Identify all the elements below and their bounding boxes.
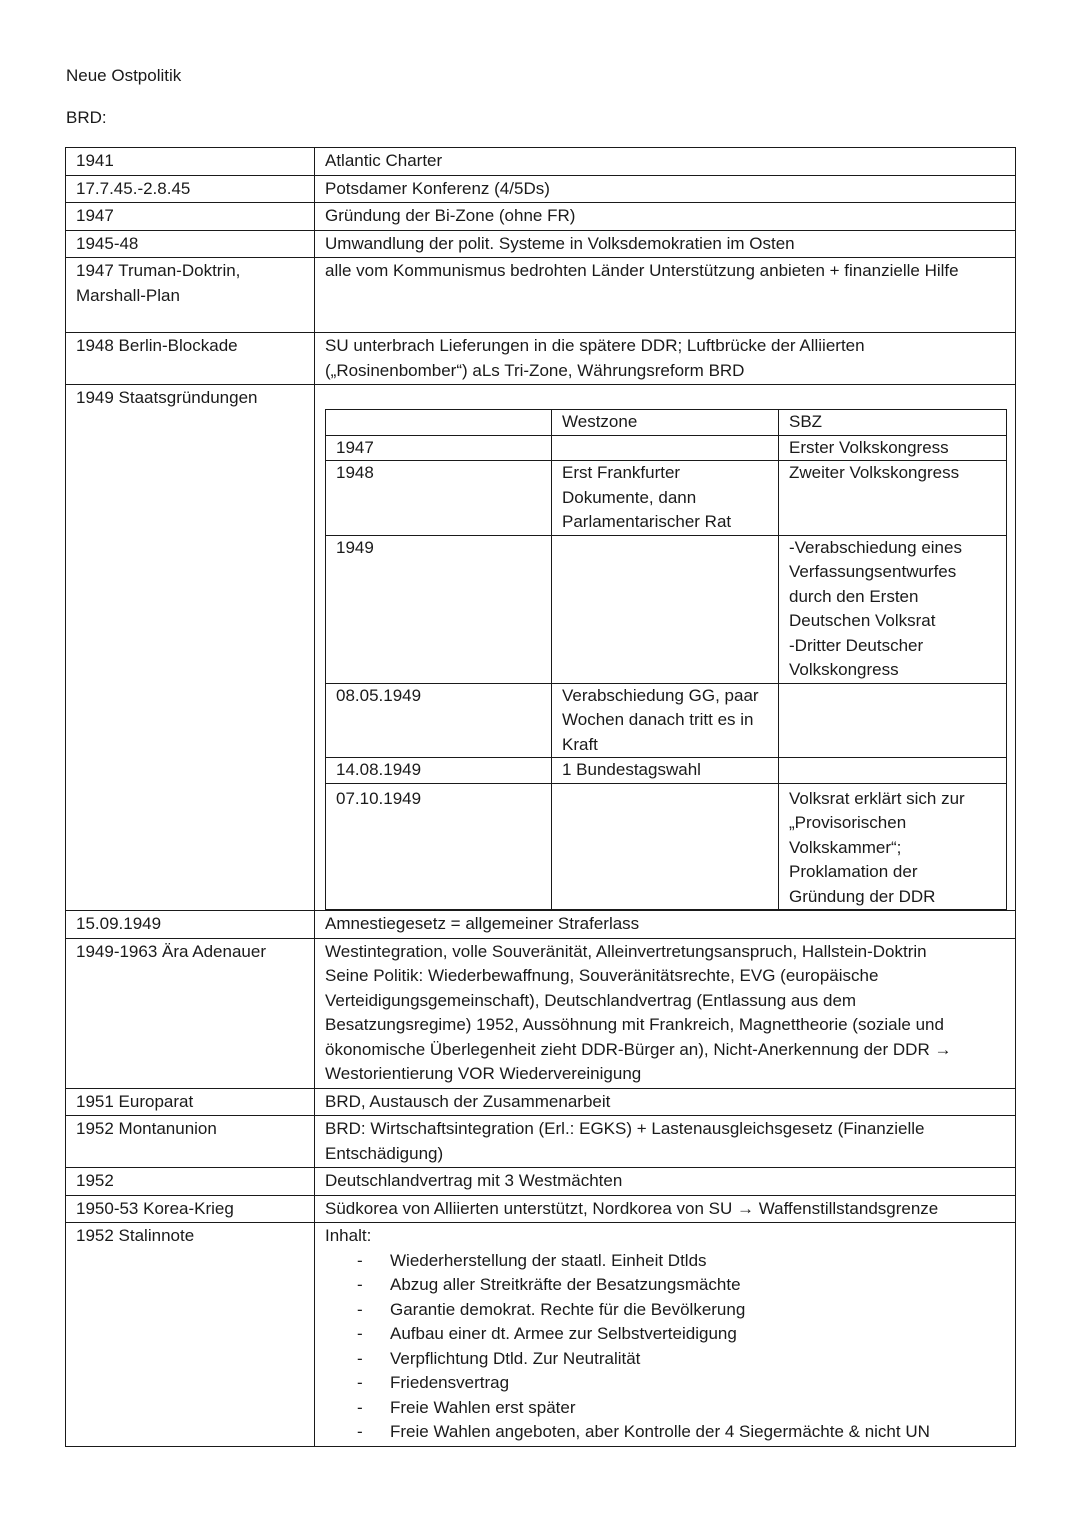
date-cell: 1949-1963 Ära Adenauer bbox=[66, 938, 315, 1088]
event-cell: Gründung der Bi-Zone (ohne FR) bbox=[315, 203, 1016, 231]
list-item-text: Verpflichtung Dtld. Zur Neutralität bbox=[390, 1348, 641, 1368]
list-item-text: Freie Wahlen angeboten, aber Kontrolle der 4 Siegermächte & nicht UN bbox=[390, 1422, 930, 1441]
founding-west bbox=[552, 435, 779, 461]
founding-year: 14.08.1949 bbox=[326, 758, 552, 784]
event-cell bbox=[315, 1223, 1016, 1447]
list-intro: Inhalt: bbox=[325, 1226, 372, 1245]
timeline-table bbox=[65, 147, 1016, 1447]
list-item bbox=[325, 1298, 1006, 1323]
table-row bbox=[66, 230, 1016, 258]
founding-year: 1949 bbox=[326, 535, 552, 683]
list-item bbox=[325, 1396, 1006, 1421]
list-item-text: Freie Wahlen erst später bbox=[390, 1397, 576, 1417]
founding-west bbox=[552, 783, 779, 910]
bullet-marker: - bbox=[357, 1348, 363, 1368]
founding-west: Erst Frankfurter Dokumente, dann Parlamentarischer Rat bbox=[552, 461, 779, 536]
list-item bbox=[325, 1347, 1006, 1372]
bullet-marker: - bbox=[357, 1324, 363, 1343]
date-cell: 1952 Stalinnote bbox=[66, 1223, 315, 1447]
founding-row bbox=[326, 783, 1007, 910]
event-line: Westintegration, volle Souveränität, Alleinvertretungsanspruch, Hallstein-Doktrin bbox=[325, 941, 927, 961]
table-row bbox=[66, 1223, 1016, 1447]
list-item-text: Aufbau einer dt. Armee zur Selbstverteidigung bbox=[390, 1324, 737, 1343]
founding-header-year bbox=[326, 410, 552, 436]
founding-header-row bbox=[326, 410, 1007, 436]
list-item bbox=[325, 1371, 1006, 1396]
event-cell: Südkorea von Alliierten unterstützt, Nordkorea von SU → Waffenstillstandsgrenze bbox=[315, 1195, 1016, 1223]
section-label: BRD: bbox=[66, 108, 107, 127]
sbz-line: -Dritter Deutscher Volkskongress bbox=[789, 635, 924, 679]
founding-row bbox=[326, 535, 1007, 683]
founding-year: 1948 bbox=[326, 461, 552, 536]
table-row bbox=[66, 385, 1016, 911]
founding-sbz bbox=[779, 683, 1007, 758]
founding-year: 1947 bbox=[326, 435, 552, 461]
event-cell: Atlantic Charter bbox=[315, 148, 1016, 176]
founding-row bbox=[326, 683, 1007, 758]
table-row bbox=[66, 938, 1016, 1088]
date-cell: 1952 Montanunion bbox=[66, 1116, 315, 1168]
founding-row bbox=[326, 758, 1007, 784]
table-row bbox=[66, 203, 1016, 231]
event-cell: SU unterbrach Lieferungen in die spätere DDR; Luftbrücke der Alliierten („Rosinenbomber“) aLs Tri-Zone, Währungsreform BRD bbox=[315, 333, 1016, 385]
date-cell: 1948 Berlin-Blockade bbox=[66, 333, 315, 385]
founding-sbz: Zweiter Volkskongress bbox=[779, 461, 1007, 536]
bullet-marker: - bbox=[357, 1397, 363, 1417]
list-item bbox=[325, 1273, 1006, 1298]
event-cell: Amnestiegesetz = allgemeiner Straferlass bbox=[315, 911, 1016, 939]
list-item-text: Abzug aller Streitkräfte der Besatzungsmächte bbox=[390, 1275, 741, 1294]
date-cell: 1945-48 bbox=[66, 230, 315, 258]
founding-cell bbox=[315, 385, 1016, 911]
event-cell: Umwandlung der polit. Systeme in Volksdemokratien im Osten bbox=[315, 230, 1016, 258]
founding-row bbox=[326, 435, 1007, 461]
founding-west bbox=[552, 535, 779, 683]
page-title: Neue Ostpolitik bbox=[66, 66, 182, 85]
event-cell bbox=[315, 938, 1016, 1088]
date-cell: 1947 bbox=[66, 203, 315, 231]
founding-year: 08.05.1949 bbox=[326, 683, 552, 758]
date-cell: 1950-53 Korea-Krieg bbox=[66, 1195, 315, 1223]
founding-table bbox=[325, 409, 1007, 910]
founding-row bbox=[326, 461, 1007, 536]
founding-sbz: Volksrat erklärt sich zur „Provisorischen Volkskammer“; Proklamation der Gründung der DDR bbox=[779, 783, 1007, 910]
table-row bbox=[66, 1088, 1016, 1116]
bullet-marker: - bbox=[357, 1299, 363, 1319]
stalin-note-list bbox=[325, 1249, 1006, 1445]
list-item-text: Garantie demokrat. Rechte für die Bevölkerung bbox=[390, 1299, 746, 1319]
founding-year: 07.10.1949 bbox=[326, 783, 552, 910]
event-line: Seine Politik: Wiederbewaffnung, Souveränitätsrechte, EVG (europäische Verteidigungsgemeinschaft), Deutschlandvertrag (Entlassung aus dem Besatzungsregime) 1952, Aussöhnung mit Frankreich, Magnettheorie (soziale und ökonomische Überlegenheit zieht DDR-Bürger an), Nicht-Anerkennung der DDR → Westorientierung VOR Wiedervereinigung bbox=[325, 966, 952, 1083]
date-cell: 1951 Europarat bbox=[66, 1088, 315, 1116]
table-row bbox=[66, 175, 1016, 203]
list-item-text: Wiederherstellung der staatl. Einheit Dtlds bbox=[390, 1250, 707, 1270]
founding-sbz: Erster Volkskongress bbox=[779, 435, 1007, 461]
bullet-marker: - bbox=[357, 1275, 363, 1294]
founding-west: 1 Bundestagswahl bbox=[552, 758, 779, 784]
date-cell: 15.09.1949 bbox=[66, 911, 315, 939]
date-cell: 1947 Truman-Doktrin, Marshall-Plan bbox=[66, 258, 315, 333]
table-row bbox=[66, 1168, 1016, 1196]
date-cell: 17.7.45.-2.8.45 bbox=[66, 175, 315, 203]
event-cell: alle vom Kommunismus bedrohten Länder Unterstützung anbieten + finanzielle Hilfe bbox=[315, 258, 1016, 333]
table-row bbox=[66, 258, 1016, 333]
founding-header-sbz: SBZ bbox=[779, 410, 1007, 436]
founding-sbz bbox=[779, 758, 1007, 784]
bullet-marker: - bbox=[357, 1250, 363, 1270]
list-item bbox=[325, 1322, 1006, 1347]
list-item bbox=[325, 1249, 1006, 1274]
event-cell: Potsdamer Konferenz (4/5Ds) bbox=[315, 175, 1016, 203]
date-cell: 1941 bbox=[66, 148, 315, 176]
table-row bbox=[66, 1195, 1016, 1223]
event-cell: BRD, Austausch der Zusammenarbeit bbox=[315, 1088, 1016, 1116]
event-cell: Deutschlandvertrag mit 3 Westmächten bbox=[315, 1168, 1016, 1196]
bullet-marker: - bbox=[357, 1373, 363, 1392]
bullet-marker: - bbox=[357, 1422, 363, 1441]
event-cell: BRD: Wirtschaftsintegration (Erl.: EGKS) + Lastenausgleichsgesetz (Finanzielle Entschädigung) bbox=[315, 1116, 1016, 1168]
list-item bbox=[325, 1420, 1006, 1445]
date-cell: 1952 bbox=[66, 1168, 315, 1196]
sbz-line: -Verabschiedung eines Verfassungsentwurfes durch den Ersten Deutschen Volksrat bbox=[789, 537, 962, 630]
date-cell: 1949 Staatsgründungen bbox=[66, 385, 315, 911]
table-row bbox=[66, 333, 1016, 385]
founding-header-west: Westzone bbox=[552, 410, 779, 436]
table-row bbox=[66, 1116, 1016, 1168]
founding-west: Verabschiedung GG, paar Wochen danach tritt es in Kraft bbox=[552, 683, 779, 758]
list-item-text: Friedensvertrag bbox=[390, 1373, 510, 1392]
founding-sbz bbox=[779, 535, 1007, 683]
table-row bbox=[66, 148, 1016, 176]
table-row bbox=[66, 911, 1016, 939]
